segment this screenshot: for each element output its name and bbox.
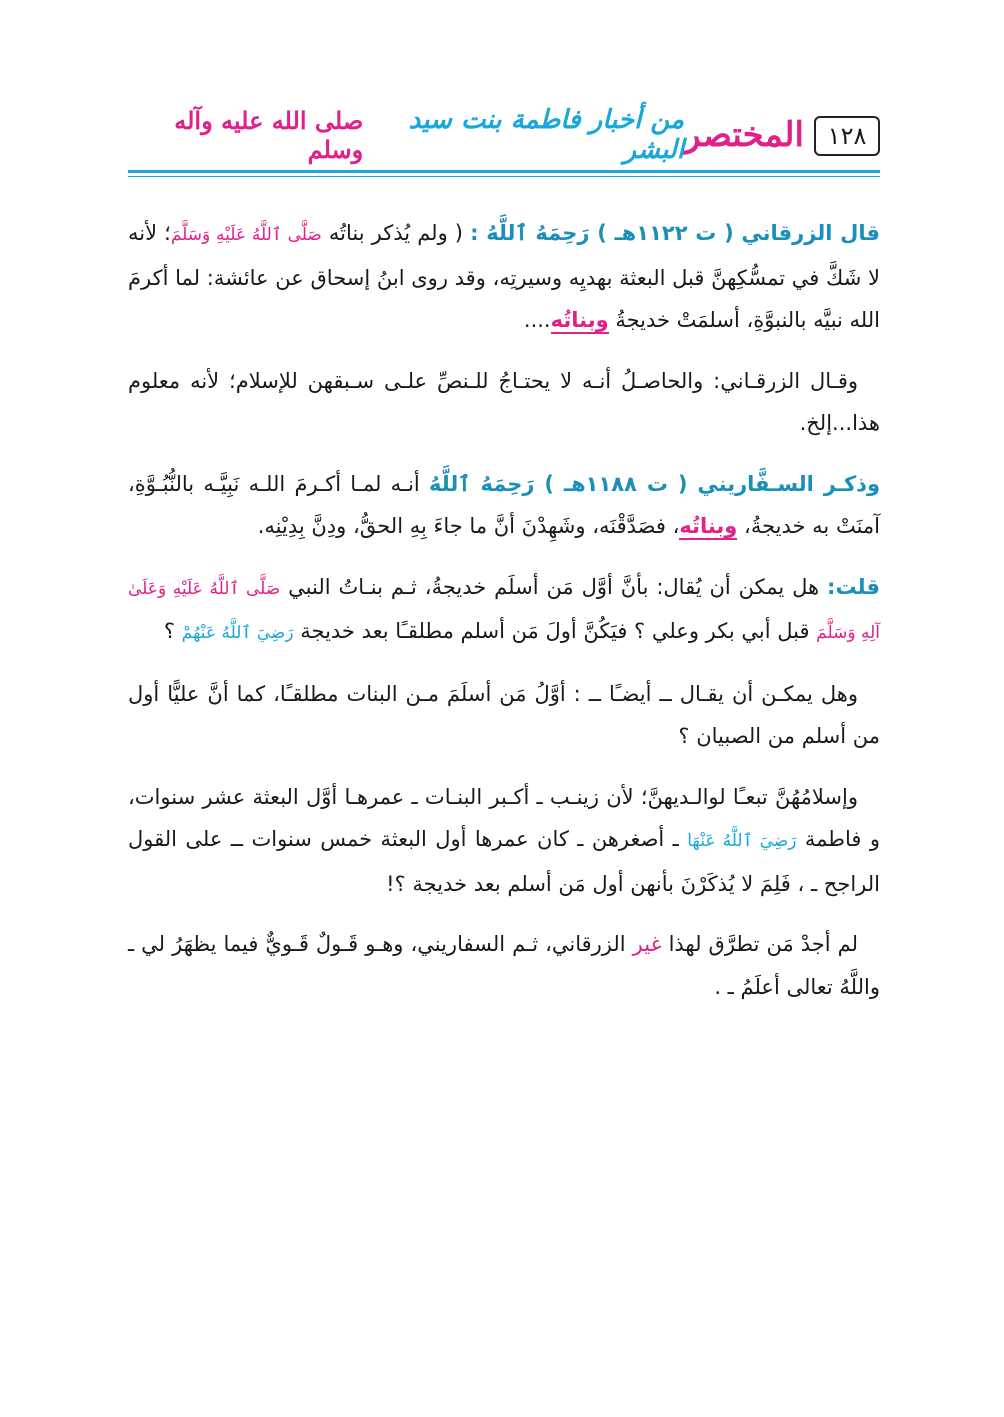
book-title: المختصر bbox=[684, 115, 804, 155]
p3-text-1: أنـه لمـا أكـرمَ اللـه نَبِيَّـه بالنُّبُـوَّةِ، آمنَتْ به خديجةُ، bbox=[128, 471, 880, 538]
book-subtitle: من أخبار فاطمة بنت سيد البشر bbox=[408, 105, 685, 165]
paragraph-conclusion bbox=[128, 923, 880, 1008]
p7-text-2: الزرقاني، ثـم السفاريني، وهـو قَـولٌ قَـويٌّ فيما يظهَرُ لي ـ واللَّهُ تعالى أعلَمُ ـ . bbox=[128, 932, 880, 999]
paragraph-saffarini bbox=[128, 463, 880, 548]
qultu-lead: قلت: bbox=[827, 574, 880, 599]
paragraph-qultu bbox=[128, 566, 880, 655]
p1-text-2: ؛ لأنه لا شَكَّ في تمسُّكِهنَّ قبل البعثة بهديِه وسيرتِه، وقد روى ابنُ إسحاق عن عائشة: لما أكرمَ الله نبيَّه بالنبوَّةِ، أسلمَتْ خديجةُ bbox=[128, 221, 880, 332]
p1-highlight-banatuh: وبناتُه bbox=[550, 308, 609, 332]
p4-text-1: هل يمكن أن يُقال: بأنَّ أوَّل مَن أسلَم خديجةُ، ثـم بنـاتُ النبي bbox=[280, 574, 828, 599]
p4-text-2: قبل أبي بكر وعلي ؟ فيَكُنَّ أولَ مَن أسلم مطلقـًا بعد خديجة bbox=[293, 619, 817, 643]
header-title-group bbox=[128, 104, 804, 166]
header-rule-thin bbox=[128, 176, 880, 177]
p4-salawat: صَلَّى ٱللَّهُ عَلَيْهِ وَعَلَىٰ آلِهِ وَسَلَّمَ bbox=[128, 578, 880, 643]
p4-radi-anhum: رَضِيَ ٱللَّهُ عَنْهُمْ bbox=[181, 623, 294, 643]
page-header bbox=[128, 104, 880, 166]
p6-text-1: وإسلامُهُنَّ تبعـًا لوالـديهنَّ؛ لأن زينـب ـ أكـبر البنـات ـ عمرهـا أوَّل البعثة عشر سنوات، و فاطمة bbox=[128, 784, 881, 851]
p7-red-ghayr: غير bbox=[632, 932, 662, 956]
saffarini-lead: وذكـر السـفَّاريني ( ت ١١٨٨هـ ) رَحِمَهُ ٱللَّهُ bbox=[429, 471, 880, 496]
p3-text-2: ، فصَدَّقْنَه، وشَهِدْنَ أنَّ ما جاءَ بِهِ الحقُّ، ودِنَّ بِدِيْنِه. bbox=[257, 514, 680, 538]
page-number: ١٢٨ bbox=[814, 116, 880, 156]
p7-text-1: لم أجدْ مَن تطرَّق لهذا bbox=[661, 932, 859, 956]
header-rule-thick bbox=[128, 170, 880, 173]
p1-salawat: صَلَّى ٱللَّهُ عَلَيْهِ وَسَلَّمَ bbox=[170, 225, 322, 245]
paragraph-zurqani-quote bbox=[128, 212, 880, 342]
header-salawat: صلى الله عليه وآله وسلم bbox=[174, 106, 364, 164]
p4-text-3: ؟ bbox=[163, 619, 182, 643]
page-body bbox=[128, 212, 880, 1026]
paragraph-ages bbox=[128, 776, 880, 906]
p5-text: وهل يمكـن أن يقـال ــ أيضـًا ــ : أوَّلُ مَن أسلَمَ مـن البنات مطلقـًا، كما أنَّ عليًّا أول من أسلم من الصبيان ؟ bbox=[128, 681, 880, 748]
p2-text: وقـال الزرقـاني: والحاصـلُ أنـه لا يحتـاجُ للـنصِّ علـى سـبقهن للإسلام؛ لأنه معلوم هذا...إلخ. bbox=[128, 368, 880, 435]
paragraph-zurqani-conclusion bbox=[128, 360, 880, 445]
p3-highlight-banatuh: وبناتُه bbox=[679, 514, 738, 538]
paragraph-question-girls bbox=[128, 673, 880, 758]
zurqani-lead: قال الزرقاني ( ت ١١٢٢هـ ) رَحِمَهُ ٱللَّهُ : bbox=[470, 221, 880, 245]
p1-text-1: ( ولم يُذكر بناتُه bbox=[321, 221, 471, 245]
p1-text-3: .... bbox=[523, 308, 551, 332]
p6-text-2: ـ أصغرهن ـ كان عمرها أول البعثة خمس سنوات ــ على القول الراجح ـ ، فَلِمَ لا يُذكَرْنَ بأنهن أول مَن أسلم بعد خديجة ؟! bbox=[128, 827, 880, 896]
p6-radi-anha: رَضِيَ ٱللَّهُ عَنْهَا bbox=[687, 831, 797, 851]
